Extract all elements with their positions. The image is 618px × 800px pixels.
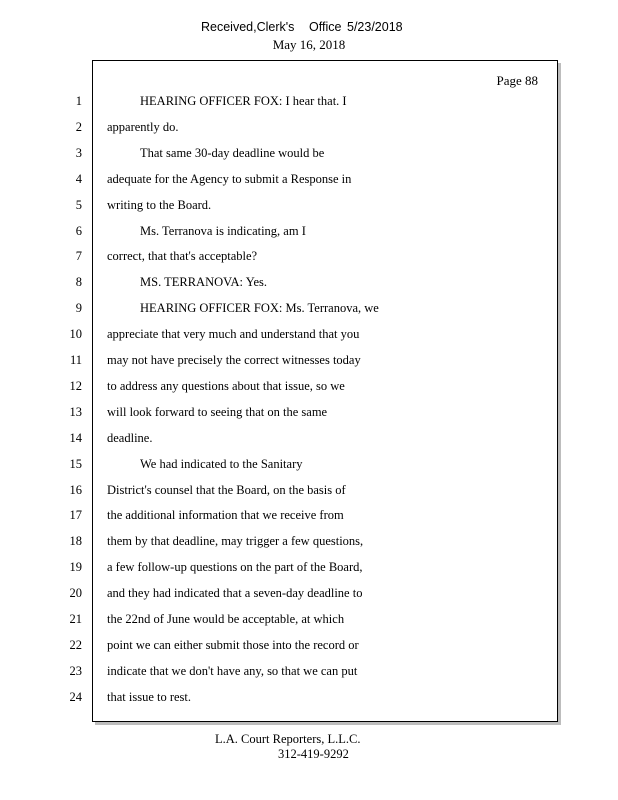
transcript-line [0, 301, 618, 321]
line-text: We had indicated to the Sanitary [140, 456, 303, 471]
line-text: appreciate that very much and understand that you [107, 327, 360, 342]
line-text: point we can either submit those into the record or [107, 637, 359, 652]
transcript-line [0, 457, 618, 477]
line-text: Ms. Terranova is indicating, am I [140, 223, 306, 238]
transcript-line [0, 405, 618, 425]
transcript-line [0, 120, 618, 140]
transcript-line [0, 612, 618, 632]
transcript-line [0, 431, 618, 451]
line-number: 4 [75, 171, 82, 186]
reporter-company: L.A. Court Reporters, L.L.C. [215, 732, 361, 746]
transcript-line [0, 508, 618, 528]
line-number: 20 [69, 586, 82, 601]
line-text: that issue to rest. [107, 689, 192, 704]
transcript-line [0, 483, 618, 503]
line-text: That same 30-day deadline would be [140, 145, 325, 160]
line-number: 17 [69, 508, 82, 523]
transcript-line [0, 224, 618, 244]
line-text: HEARING OFFICER FOX: I hear that. I [140, 94, 347, 108]
line-number: 2 [75, 119, 82, 134]
transcript-line [0, 353, 618, 373]
line-number: 11 [69, 353, 82, 367]
transcript-line [0, 560, 618, 580]
line-number: 1 [75, 94, 82, 108]
received-label: Received,Clerk's [201, 20, 295, 34]
line-number: 14 [69, 430, 82, 445]
line-text: deadline. [107, 430, 153, 445]
line-number: 21 [69, 612, 82, 626]
transcript-line [0, 172, 618, 192]
page-number: Page 88 [496, 73, 538, 88]
line-number: 6 [75, 223, 82, 238]
transcript-line [0, 586, 618, 606]
transcript-line [0, 249, 618, 269]
line-text: and they had indicated that a seven-day deadline to [107, 586, 363, 601]
transcript-line [0, 379, 618, 399]
line-number: 5 [75, 197, 82, 212]
reporter-phone: 312-419-9292 [278, 747, 349, 761]
office-label: Office [309, 20, 342, 34]
transcript-line [0, 664, 618, 684]
line-number: 18 [69, 534, 82, 549]
line-number: 7 [75, 249, 82, 264]
line-number: 23 [69, 663, 82, 678]
transcript-line [0, 638, 618, 658]
line-number: 9 [75, 301, 82, 316]
line-number: 10 [69, 327, 82, 342]
stamp-date: 5/23/2018 [347, 20, 403, 34]
line-text: a few follow-up questions on the part of the Board, [107, 560, 363, 575]
line-number: 3 [75, 145, 82, 160]
line-text: the additional information that we receive from [107, 508, 344, 523]
transcript-line [0, 275, 618, 295]
line-text: MS. TERRANOVA: Yes. [140, 275, 268, 290]
line-text: HEARING OFFICER FOX: Ms. Terranova, we [140, 301, 379, 316]
line-text: will look forward to seeing that on the same [107, 404, 328, 419]
transcript-date: May 16, 2018 [272, 37, 346, 52]
line-text: correct, that that's acceptable? [107, 249, 258, 264]
line-number: 15 [69, 456, 82, 471]
line-number: 12 [69, 378, 82, 393]
line-number: 22 [69, 637, 82, 652]
line-number: 13 [69, 404, 82, 419]
transcript-line [0, 146, 618, 166]
line-number: 16 [69, 482, 82, 497]
transcript-line [0, 534, 618, 554]
line-number: 8 [75, 275, 82, 290]
transcript-line [0, 690, 618, 710]
transcript-line [0, 198, 618, 218]
line-number: 24 [69, 689, 82, 704]
line-text: the 22nd of June would be acceptable, at which [107, 612, 345, 626]
transcript-line [0, 94, 618, 114]
line-text: District's counsel that the Board, on the basis of [107, 482, 346, 497]
line-text: them by that deadline, may trigger a few questions, [107, 534, 364, 549]
transcript-line [0, 327, 618, 347]
line-number: 19 [69, 560, 82, 575]
line-text: indicate that we don't have any, so that we can put [107, 663, 358, 678]
line-text: to address any questions about that issue, so we [107, 378, 345, 393]
line-text: adequate for the Agency to submit a Response in [107, 171, 352, 186]
line-text: may not have precisely the correct witnesses today [107, 353, 361, 367]
line-text: apparently do. [107, 119, 179, 134]
line-text: writing to the Board. [107, 197, 212, 212]
